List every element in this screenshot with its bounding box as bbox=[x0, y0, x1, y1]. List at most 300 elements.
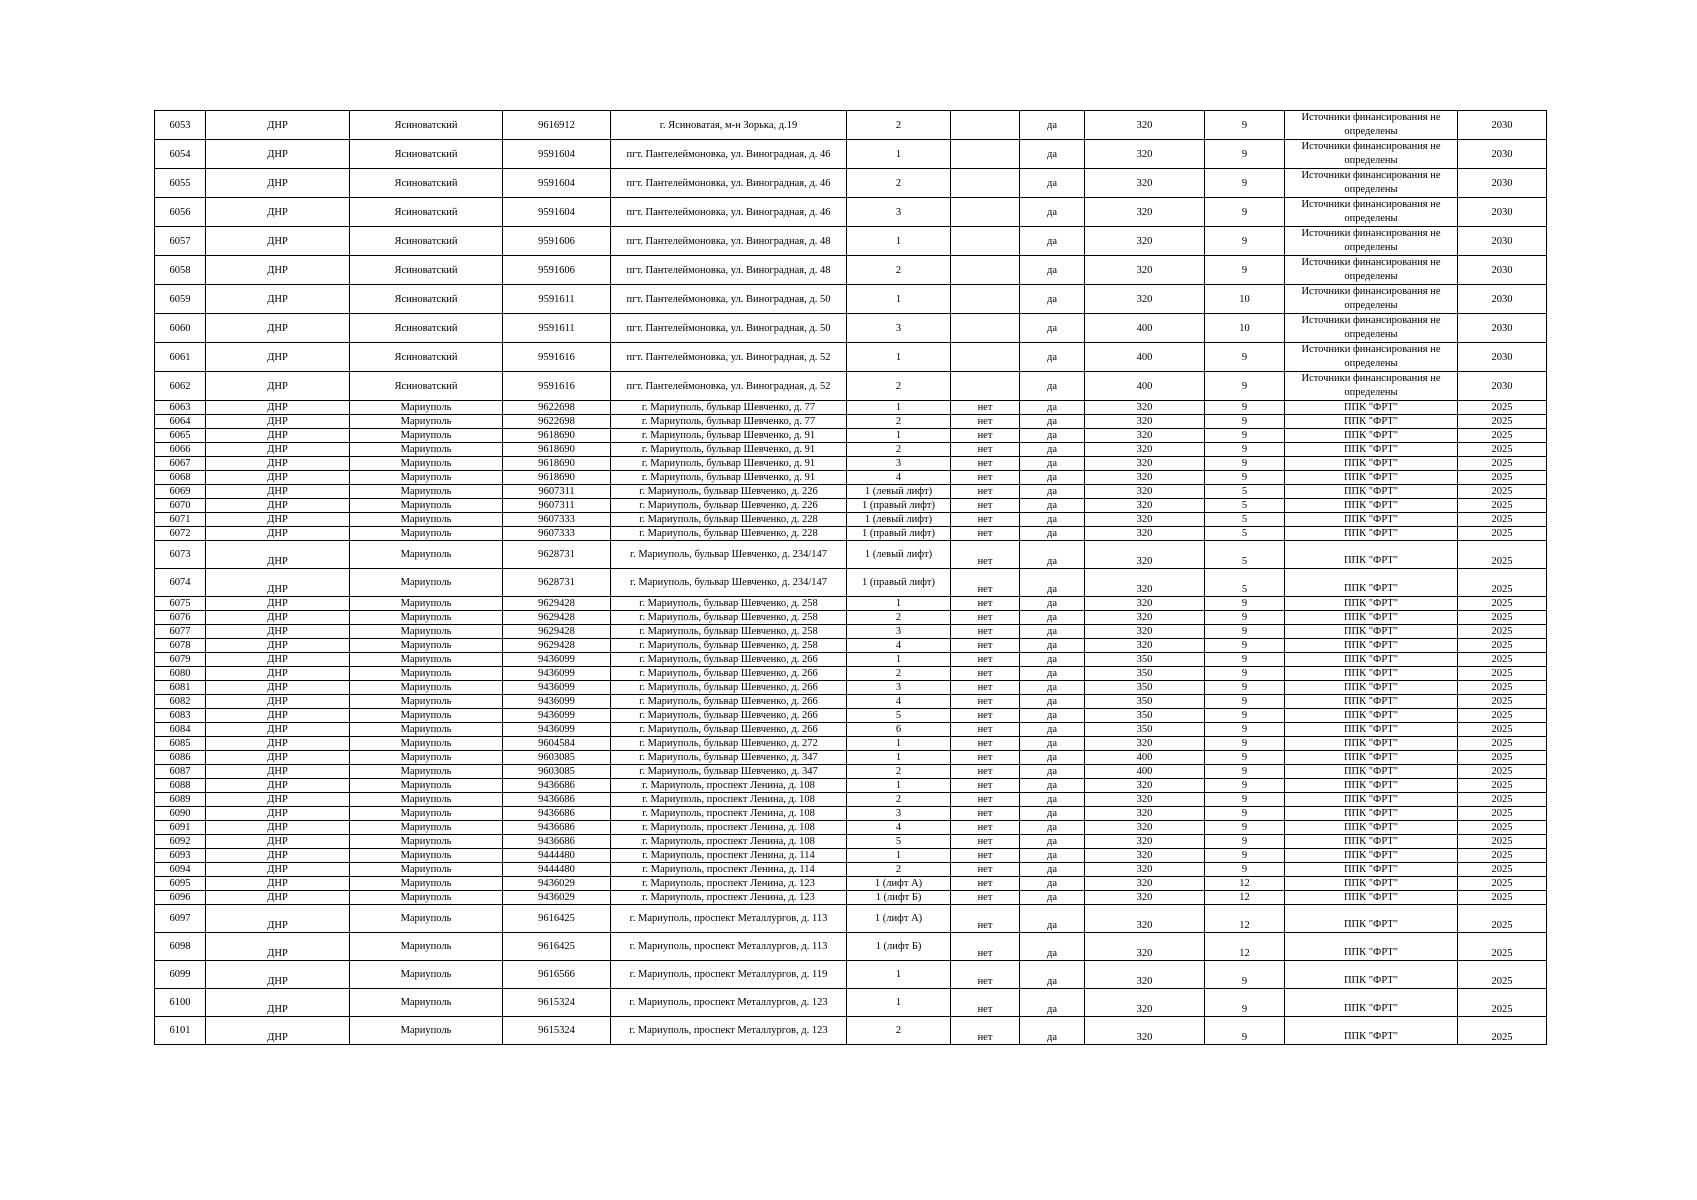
table-row bbox=[155, 415, 1547, 429]
cell-col-eight: да bbox=[1020, 443, 1085, 457]
cell-address: г. Мариуполь, бульвар Шевченко, д. 91 bbox=[611, 443, 847, 457]
cell-load-capacity: 320 bbox=[1085, 807, 1205, 821]
cell-address: г. Мариуполь, бульвар Шевченко, д. 266 bbox=[611, 695, 847, 709]
cell-year: 2025 bbox=[1458, 709, 1547, 723]
cell-region: ДНР bbox=[206, 471, 350, 485]
cell-col-eight: да bbox=[1020, 429, 1085, 443]
cell-address: г. Мариуполь, бульвар Шевченко, д. 77 bbox=[611, 415, 847, 429]
cell-col-seven: нет bbox=[951, 709, 1020, 723]
cell-col-seven: нет bbox=[951, 989, 1020, 1017]
cell-floors: 9 bbox=[1205, 198, 1285, 227]
cell-building-id: 9436099 bbox=[503, 667, 611, 681]
cell-col-seven: нет bbox=[951, 443, 1020, 457]
cell-municipality: Мариуполь bbox=[350, 1017, 503, 1045]
cell-col-eight: да bbox=[1020, 111, 1085, 140]
cell-floors: 5 bbox=[1205, 527, 1285, 541]
cell-municipality: Мариуполь bbox=[350, 779, 503, 793]
cell-address: г. Мариуполь, бульвар Шевченко, д. 234/147 bbox=[611, 541, 847, 569]
cell-address: г. Мариуполь, бульвар Шевченко, д. 272 bbox=[611, 737, 847, 751]
cell-year: 2025 bbox=[1458, 877, 1547, 891]
cell-col-eight: да bbox=[1020, 457, 1085, 471]
cell-load-capacity: 320 bbox=[1085, 429, 1205, 443]
cell-floors: 12 bbox=[1205, 905, 1285, 933]
cell-col-eight: да bbox=[1020, 401, 1085, 415]
table-row bbox=[155, 457, 1547, 471]
cell-address: пгт. Пантелеймоновка, ул. Виноградная, д. 46 bbox=[611, 198, 847, 227]
cell-municipality: Ясиноватский bbox=[350, 227, 503, 256]
cell-address: г. Мариуполь, бульвар Шевченко, д. 91 bbox=[611, 471, 847, 485]
cell-row-number: 6099 bbox=[155, 961, 206, 989]
cell-address: г. Мариуполь, бульвар Шевченко, д. 91 bbox=[611, 429, 847, 443]
cell-elevator-number: 3 bbox=[847, 198, 951, 227]
cell-col-eight: да bbox=[1020, 415, 1085, 429]
cell-municipality: Мариуполь bbox=[350, 681, 503, 695]
cell-building-id: 9591611 bbox=[503, 314, 611, 343]
cell-region: ДНР bbox=[206, 256, 350, 285]
cell-floors: 9 bbox=[1205, 779, 1285, 793]
cell-region: ДНР bbox=[206, 569, 350, 597]
cell-municipality: Мариуполь bbox=[350, 429, 503, 443]
cell-elevator-number: 4 bbox=[847, 639, 951, 653]
elevator-registry-table bbox=[154, 110, 1547, 1045]
cell-elevator-number: 1 bbox=[847, 989, 951, 1017]
table-row bbox=[155, 639, 1547, 653]
cell-year: 2030 bbox=[1458, 372, 1547, 401]
cell-municipality: Мариуполь bbox=[350, 625, 503, 639]
cell-row-number: 6070 bbox=[155, 499, 206, 513]
cell-elevator-number: 1 (левый лифт) bbox=[847, 485, 951, 499]
cell-building-id: 9436099 bbox=[503, 695, 611, 709]
cell-year: 2025 bbox=[1458, 1017, 1547, 1045]
cell-address: г. Мариуполь, бульвар Шевченко, д. 226 bbox=[611, 499, 847, 513]
cell-year: 2025 bbox=[1458, 653, 1547, 667]
cell-floors: 9 bbox=[1205, 709, 1285, 723]
cell-row-number: 6055 bbox=[155, 169, 206, 198]
cell-col-eight: да bbox=[1020, 877, 1085, 891]
cell-year: 2025 bbox=[1458, 569, 1547, 597]
cell-address: г. Мариуполь, бульвар Шевченко, д. 347 bbox=[611, 765, 847, 779]
cell-elevator-number: 1 bbox=[847, 737, 951, 751]
cell-address: г. Мариуполь, проспект Ленина, д. 108 bbox=[611, 821, 847, 835]
cell-municipality: Мариуполь bbox=[350, 471, 503, 485]
cell-building-id: 9616912 bbox=[503, 111, 611, 140]
table-row bbox=[155, 779, 1547, 793]
cell-building-id: 9629428 bbox=[503, 611, 611, 625]
cell-row-number: 6087 bbox=[155, 765, 206, 779]
cell-col-seven: нет bbox=[951, 471, 1020, 485]
table-row bbox=[155, 429, 1547, 443]
cell-row-number: 6056 bbox=[155, 198, 206, 227]
cell-load-capacity: 320 bbox=[1085, 569, 1205, 597]
cell-building-id: 9615324 bbox=[503, 989, 611, 1017]
cell-building-id: 9628731 bbox=[503, 569, 611, 597]
cell-year: 2030 bbox=[1458, 140, 1547, 169]
cell-row-number: 6054 bbox=[155, 140, 206, 169]
cell-year: 2025 bbox=[1458, 611, 1547, 625]
cell-address: г. Мариуполь, проспект Ленина, д. 123 bbox=[611, 877, 847, 891]
cell-row-number: 6072 bbox=[155, 527, 206, 541]
cell-year: 2025 bbox=[1458, 807, 1547, 821]
cell-address: г. Мариуполь, бульвар Шевченко, д. 77 bbox=[611, 401, 847, 415]
cell-funding-source: ППК "ФРТ" bbox=[1285, 695, 1458, 709]
cell-elevator-number: 2 bbox=[847, 415, 951, 429]
table-row bbox=[155, 961, 1547, 989]
cell-region: ДНР bbox=[206, 443, 350, 457]
cell-elevator-number: 2 bbox=[847, 765, 951, 779]
cell-address: г. Мариуполь, проспект Ленина, д. 108 bbox=[611, 793, 847, 807]
cell-elevator-number: 2 bbox=[847, 611, 951, 625]
cell-col-seven: нет bbox=[951, 415, 1020, 429]
cell-load-capacity: 320 bbox=[1085, 169, 1205, 198]
cell-row-number: 6093 bbox=[155, 849, 206, 863]
cell-address: пгт. Пантелеймоновка, ул. Виноградная, д. 50 bbox=[611, 314, 847, 343]
cell-year: 2025 bbox=[1458, 793, 1547, 807]
cell-col-eight: да bbox=[1020, 372, 1085, 401]
cell-floors: 9 bbox=[1205, 372, 1285, 401]
cell-municipality: Мариуполь bbox=[350, 639, 503, 653]
table-row bbox=[155, 695, 1547, 709]
cell-load-capacity: 320 bbox=[1085, 457, 1205, 471]
cell-region: ДНР bbox=[206, 681, 350, 695]
cell-col-seven: нет bbox=[951, 723, 1020, 737]
cell-load-capacity: 320 bbox=[1085, 933, 1205, 961]
cell-region: ДНР bbox=[206, 485, 350, 499]
cell-row-number: 6086 bbox=[155, 751, 206, 765]
cell-row-number: 6090 bbox=[155, 807, 206, 821]
cell-floors: 9 bbox=[1205, 653, 1285, 667]
cell-elevator-number: 1 bbox=[847, 751, 951, 765]
cell-elevator-number: 4 bbox=[847, 471, 951, 485]
cell-region: ДНР bbox=[206, 807, 350, 821]
cell-col-eight: да bbox=[1020, 933, 1085, 961]
cell-row-number: 6097 bbox=[155, 905, 206, 933]
cell-col-seven bbox=[951, 227, 1020, 256]
cell-region: ДНР bbox=[206, 905, 350, 933]
cell-col-eight: да bbox=[1020, 541, 1085, 569]
cell-col-seven: нет bbox=[951, 541, 1020, 569]
cell-municipality: Мариуполь bbox=[350, 513, 503, 527]
cell-col-seven: нет bbox=[951, 779, 1020, 793]
cell-year: 2025 bbox=[1458, 681, 1547, 695]
cell-col-seven: нет bbox=[951, 569, 1020, 597]
cell-col-seven: нет bbox=[951, 849, 1020, 863]
cell-municipality: Ясиноватский bbox=[350, 314, 503, 343]
cell-load-capacity: 320 bbox=[1085, 597, 1205, 611]
cell-row-number: 6101 bbox=[155, 1017, 206, 1045]
cell-address: г. Мариуполь, бульвар Шевченко, д. 266 bbox=[611, 653, 847, 667]
cell-funding-source: ППК "ФРТ" bbox=[1285, 933, 1458, 961]
cell-funding-source: ППК "ФРТ" bbox=[1285, 1017, 1458, 1045]
cell-building-id: 9616566 bbox=[503, 961, 611, 989]
cell-row-number: 6085 bbox=[155, 737, 206, 751]
cell-year: 2030 bbox=[1458, 198, 1547, 227]
cell-row-number: 6080 bbox=[155, 667, 206, 681]
cell-floors: 9 bbox=[1205, 765, 1285, 779]
cell-load-capacity: 320 bbox=[1085, 513, 1205, 527]
cell-col-eight: да bbox=[1020, 1017, 1085, 1045]
table-row bbox=[155, 485, 1547, 499]
table-row bbox=[155, 793, 1547, 807]
cell-load-capacity: 320 bbox=[1085, 415, 1205, 429]
cell-row-number: 6082 bbox=[155, 695, 206, 709]
cell-elevator-number: 6 bbox=[847, 723, 951, 737]
table-row bbox=[155, 198, 1547, 227]
cell-col-seven: нет bbox=[951, 891, 1020, 905]
cell-row-number: 6061 bbox=[155, 343, 206, 372]
cell-municipality: Мариуполь bbox=[350, 541, 503, 569]
cell-funding-source: Источники финансирования не определены bbox=[1285, 140, 1458, 169]
cell-year: 2025 bbox=[1458, 667, 1547, 681]
cell-year: 2025 bbox=[1458, 527, 1547, 541]
cell-col-eight: да bbox=[1020, 737, 1085, 751]
cell-row-number: 6058 bbox=[155, 256, 206, 285]
cell-funding-source: ППК "ФРТ" bbox=[1285, 779, 1458, 793]
cell-region: ДНР bbox=[206, 961, 350, 989]
cell-floors: 12 bbox=[1205, 891, 1285, 905]
cell-building-id: 9616425 bbox=[503, 933, 611, 961]
cell-col-eight: да bbox=[1020, 961, 1085, 989]
cell-col-eight: да bbox=[1020, 527, 1085, 541]
cell-year: 2025 bbox=[1458, 737, 1547, 751]
cell-region: ДНР bbox=[206, 737, 350, 751]
cell-region: ДНР bbox=[206, 415, 350, 429]
cell-floors: 9 bbox=[1205, 751, 1285, 765]
cell-floors: 9 bbox=[1205, 849, 1285, 863]
cell-funding-source: Источники финансирования не определены bbox=[1285, 285, 1458, 314]
cell-col-seven: нет bbox=[951, 695, 1020, 709]
cell-load-capacity: 350 bbox=[1085, 667, 1205, 681]
cell-building-id: 9436099 bbox=[503, 723, 611, 737]
cell-funding-source: ППК "ФРТ" bbox=[1285, 807, 1458, 821]
cell-floors: 9 bbox=[1205, 256, 1285, 285]
cell-col-eight: да bbox=[1020, 709, 1085, 723]
cell-floors: 9 bbox=[1205, 835, 1285, 849]
cell-building-id: 9591604 bbox=[503, 169, 611, 198]
cell-load-capacity: 320 bbox=[1085, 737, 1205, 751]
cell-funding-source: ППК "ФРТ" bbox=[1285, 863, 1458, 877]
cell-year: 2025 bbox=[1458, 695, 1547, 709]
cell-region: ДНР bbox=[206, 429, 350, 443]
cell-col-eight: да bbox=[1020, 891, 1085, 905]
cell-row-number: 6069 bbox=[155, 485, 206, 499]
cell-col-eight: да bbox=[1020, 625, 1085, 639]
cell-floors: 9 bbox=[1205, 1017, 1285, 1045]
cell-load-capacity: 320 bbox=[1085, 471, 1205, 485]
cell-row-number: 6089 bbox=[155, 793, 206, 807]
cell-col-seven: нет bbox=[951, 751, 1020, 765]
cell-funding-source: ППК "ФРТ" bbox=[1285, 625, 1458, 639]
cell-col-seven: нет bbox=[951, 765, 1020, 779]
cell-floors: 10 bbox=[1205, 314, 1285, 343]
cell-elevator-number: 1 bbox=[847, 597, 951, 611]
cell-funding-source: ППК "ФРТ" bbox=[1285, 849, 1458, 863]
cell-col-seven: нет bbox=[951, 499, 1020, 513]
cell-elevator-number: 1 (лифт Б) bbox=[847, 891, 951, 905]
cell-row-number: 6067 bbox=[155, 457, 206, 471]
cell-region: ДНР bbox=[206, 401, 350, 415]
table-row bbox=[155, 597, 1547, 611]
cell-building-id: 9436099 bbox=[503, 709, 611, 723]
cell-floors: 5 bbox=[1205, 499, 1285, 513]
cell-year: 2025 bbox=[1458, 513, 1547, 527]
cell-building-id: 9436029 bbox=[503, 891, 611, 905]
cell-region: ДНР bbox=[206, 285, 350, 314]
cell-load-capacity: 320 bbox=[1085, 611, 1205, 625]
cell-address: г. Мариуполь, бульвар Шевченко, д. 266 bbox=[611, 709, 847, 723]
cell-address: г. Мариуполь, проспект Ленина, д. 108 bbox=[611, 835, 847, 849]
cell-elevator-number: 1 (лифт А) bbox=[847, 877, 951, 891]
cell-elevator-number: 1 bbox=[847, 849, 951, 863]
cell-funding-source: ППК "ФРТ" bbox=[1285, 989, 1458, 1017]
cell-region: ДНР bbox=[206, 169, 350, 198]
cell-load-capacity: 320 bbox=[1085, 821, 1205, 835]
cell-col-seven: нет bbox=[951, 877, 1020, 891]
cell-floors: 9 bbox=[1205, 961, 1285, 989]
cell-col-seven: нет bbox=[951, 527, 1020, 541]
cell-municipality: Мариуполь bbox=[350, 597, 503, 611]
cell-row-number: 6074 bbox=[155, 569, 206, 597]
cell-floors: 9 bbox=[1205, 611, 1285, 625]
cell-col-seven: нет bbox=[951, 625, 1020, 639]
cell-address: г. Мариуполь, бульвар Шевченко, д. 234/147 bbox=[611, 569, 847, 597]
cell-col-seven: нет bbox=[951, 835, 1020, 849]
cell-col-eight: да bbox=[1020, 343, 1085, 372]
cell-load-capacity: 320 bbox=[1085, 485, 1205, 499]
cell-elevator-number: 1 (лифт А) bbox=[847, 905, 951, 933]
cell-building-id: 9628731 bbox=[503, 541, 611, 569]
cell-year: 2025 bbox=[1458, 597, 1547, 611]
cell-floors: 9 bbox=[1205, 415, 1285, 429]
cell-load-capacity: 320 bbox=[1085, 835, 1205, 849]
cell-funding-source: ППК "ФРТ" bbox=[1285, 793, 1458, 807]
cell-building-id: 9591616 bbox=[503, 372, 611, 401]
cell-municipality: Мариуполь bbox=[350, 485, 503, 499]
cell-building-id: 9603085 bbox=[503, 751, 611, 765]
cell-municipality: Мариуполь bbox=[350, 415, 503, 429]
cell-building-id: 9436029 bbox=[503, 877, 611, 891]
cell-col-seven: нет bbox=[951, 457, 1020, 471]
cell-col-eight: да bbox=[1020, 485, 1085, 499]
cell-municipality: Мариуполь bbox=[350, 723, 503, 737]
cell-col-seven: нет bbox=[951, 667, 1020, 681]
cell-building-id: 9618690 bbox=[503, 457, 611, 471]
cell-building-id: 9615324 bbox=[503, 1017, 611, 1045]
cell-load-capacity: 350 bbox=[1085, 681, 1205, 695]
cell-col-eight: да bbox=[1020, 653, 1085, 667]
table-row bbox=[155, 863, 1547, 877]
cell-year: 2025 bbox=[1458, 989, 1547, 1017]
cell-load-capacity: 320 bbox=[1085, 111, 1205, 140]
cell-year: 2025 bbox=[1458, 443, 1547, 457]
cell-floors: 9 bbox=[1205, 169, 1285, 198]
cell-col-eight: да bbox=[1020, 821, 1085, 835]
cell-municipality: Мариуполь bbox=[350, 499, 503, 513]
cell-year: 2025 bbox=[1458, 821, 1547, 835]
cell-col-eight: да bbox=[1020, 765, 1085, 779]
cell-year: 2025 bbox=[1458, 765, 1547, 779]
cell-col-eight: да bbox=[1020, 639, 1085, 653]
table-row bbox=[155, 1017, 1547, 1045]
table-body bbox=[155, 111, 1547, 1045]
table-row bbox=[155, 667, 1547, 681]
cell-row-number: 6064 bbox=[155, 415, 206, 429]
cell-floors: 9 bbox=[1205, 667, 1285, 681]
cell-elevator-number: 1 bbox=[847, 653, 951, 667]
cell-col-seven: нет bbox=[951, 961, 1020, 989]
cell-municipality: Мариуполь bbox=[350, 443, 503, 457]
table-row bbox=[155, 499, 1547, 513]
table-row bbox=[155, 314, 1547, 343]
cell-region: ДНР bbox=[206, 667, 350, 681]
cell-year: 2025 bbox=[1458, 457, 1547, 471]
cell-load-capacity: 320 bbox=[1085, 527, 1205, 541]
cell-address: г. Мариуполь, проспект Металлургов, д. 119 bbox=[611, 961, 847, 989]
cell-region: ДНР bbox=[206, 611, 350, 625]
cell-col-seven: нет bbox=[951, 807, 1020, 821]
cell-load-capacity: 350 bbox=[1085, 653, 1205, 667]
cell-floors: 9 bbox=[1205, 471, 1285, 485]
cell-col-eight: да bbox=[1020, 807, 1085, 821]
cell-col-eight: да bbox=[1020, 471, 1085, 485]
cell-building-id: 9622698 bbox=[503, 401, 611, 415]
cell-elevator-number: 2 bbox=[847, 793, 951, 807]
table-row bbox=[155, 401, 1547, 415]
cell-load-capacity: 320 bbox=[1085, 793, 1205, 807]
cell-load-capacity: 320 bbox=[1085, 198, 1205, 227]
cell-row-number: 6077 bbox=[155, 625, 206, 639]
table-row bbox=[155, 513, 1547, 527]
cell-row-number: 6095 bbox=[155, 877, 206, 891]
cell-funding-source: Источники финансирования не определены bbox=[1285, 169, 1458, 198]
cell-load-capacity: 320 bbox=[1085, 140, 1205, 169]
cell-row-number: 6068 bbox=[155, 471, 206, 485]
cell-building-id: 9444480 bbox=[503, 849, 611, 863]
cell-address: г. Мариуполь, проспект Металлургов, д. 123 bbox=[611, 989, 847, 1017]
cell-building-id: 9603085 bbox=[503, 765, 611, 779]
cell-region: ДНР bbox=[206, 597, 350, 611]
cell-col-seven: нет bbox=[951, 905, 1020, 933]
table-row bbox=[155, 989, 1547, 1017]
cell-funding-source: Источники финансирования не определены bbox=[1285, 372, 1458, 401]
table-row bbox=[155, 471, 1547, 485]
table-row bbox=[155, 541, 1547, 569]
cell-building-id: 9591604 bbox=[503, 140, 611, 169]
table-row bbox=[155, 227, 1547, 256]
cell-building-id: 9591604 bbox=[503, 198, 611, 227]
cell-funding-source: Источники финансирования не определены bbox=[1285, 111, 1458, 140]
cell-load-capacity: 400 bbox=[1085, 372, 1205, 401]
cell-address: г. Мариуполь, проспект Ленина, д. 108 bbox=[611, 779, 847, 793]
cell-row-number: 6083 bbox=[155, 709, 206, 723]
cell-funding-source: ППК "ФРТ" bbox=[1285, 527, 1458, 541]
cell-address: г. Мариуполь, проспект Ленина, д. 123 bbox=[611, 891, 847, 905]
cell-municipality: Мариуполь bbox=[350, 569, 503, 597]
cell-funding-source: ППК "ФРТ" bbox=[1285, 765, 1458, 779]
table-row bbox=[155, 343, 1547, 372]
cell-col-eight: да bbox=[1020, 198, 1085, 227]
cell-col-eight: да bbox=[1020, 499, 1085, 513]
cell-floors: 9 bbox=[1205, 639, 1285, 653]
cell-funding-source: ППК "ФРТ" bbox=[1285, 415, 1458, 429]
cell-floors: 9 bbox=[1205, 401, 1285, 415]
cell-municipality: Ясиноватский bbox=[350, 256, 503, 285]
cell-region: ДНР bbox=[206, 695, 350, 709]
cell-address: пгт. Пантелеймоновка, ул. Виноградная, д. 46 bbox=[611, 140, 847, 169]
cell-municipality: Мариуполь bbox=[350, 835, 503, 849]
cell-floors: 9 bbox=[1205, 625, 1285, 639]
cell-funding-source: ППК "ФРТ" bbox=[1285, 457, 1458, 471]
cell-col-seven: нет bbox=[951, 933, 1020, 961]
